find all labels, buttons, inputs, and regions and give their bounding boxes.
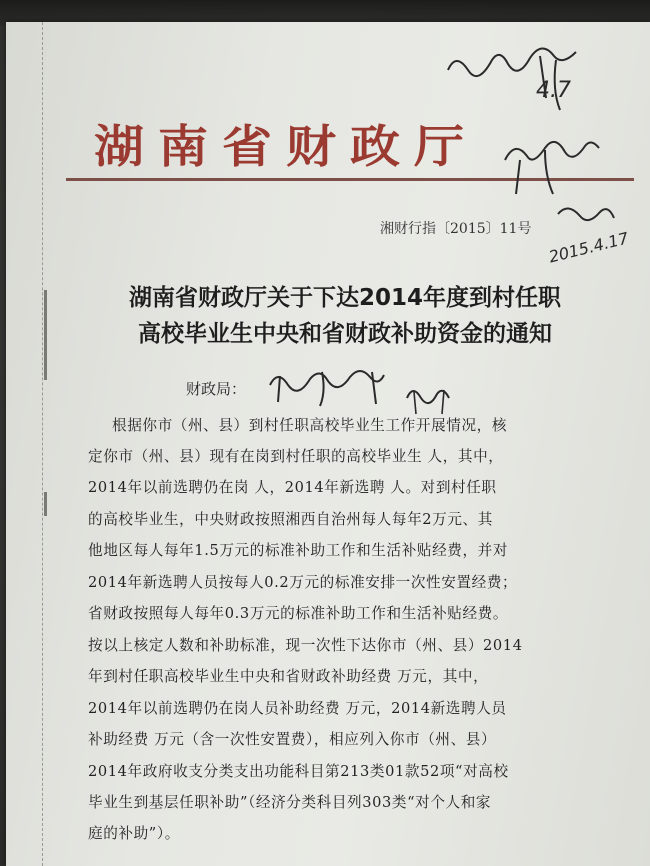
body-line: 2014年以前选聘仍在岗人员补助经费 万元，2014新选聘人员 — [88, 700, 507, 717]
title-line-2: 高校毕业生中央和省财政补助资金的通知 — [138, 321, 552, 347]
body-line: 的高校毕业生，中央财政按照湘西自治州每人每年2万元、其 — [88, 511, 493, 528]
title-line-1: 湖南省财政厅关于下达2014年度到村任职 — [128, 285, 561, 311]
handwritten-note-date: 4.7 — [536, 78, 571, 103]
body-line: 省财政按照每人每年0.3万元的标准补助工作和生活补贴经费。 — [88, 605, 509, 622]
body-line: 他地区每人每年1.5万元的标准补助工作和生活补贴经费，并对 — [88, 542, 509, 559]
body-line: 按以上核定人数和补助标准，现一次性下达你市（州、县）2014 — [88, 637, 523, 654]
handwritten-stamp-date: 2015.4.17 — [546, 228, 631, 267]
body-line: 2014年政府收支分类支出功能科目第213类01款52项“对高校 — [88, 763, 509, 780]
body-line: 定你市（州、县）现有在岗到村任职的高校毕业生 人，其中， — [88, 448, 504, 465]
body-line: 根据你市（州、县）到村任职高校毕业生工作开展情况，核 — [112, 417, 508, 434]
body-line: 庭的补助”）。 — [88, 825, 180, 842]
body-line: 年到村任职高校毕业生中央和省财政补助经费 万元，其中， — [88, 668, 489, 685]
addressee: 财政局： — [186, 380, 247, 398]
body-line: 毕业生到基层任职补助”（经济分类科目列303类“对个人和家 — [88, 794, 492, 811]
body-line: 2014年新选聘人员按每人0.2万元的标准安排一次性安置经费； — [88, 574, 518, 591]
document-number: 湘财行指〔2015〕11号 — [380, 221, 532, 237]
agency-header: 湖南省财政厅 — [94, 120, 478, 173]
body-line: 2014年以前选聘仍在岗 人，2014年新选聘 人。对到村任职 — [88, 479, 497, 496]
body-line: 补助经费 万元（含一次性安置费），相应列入你市（州、县） — [88, 731, 497, 748]
